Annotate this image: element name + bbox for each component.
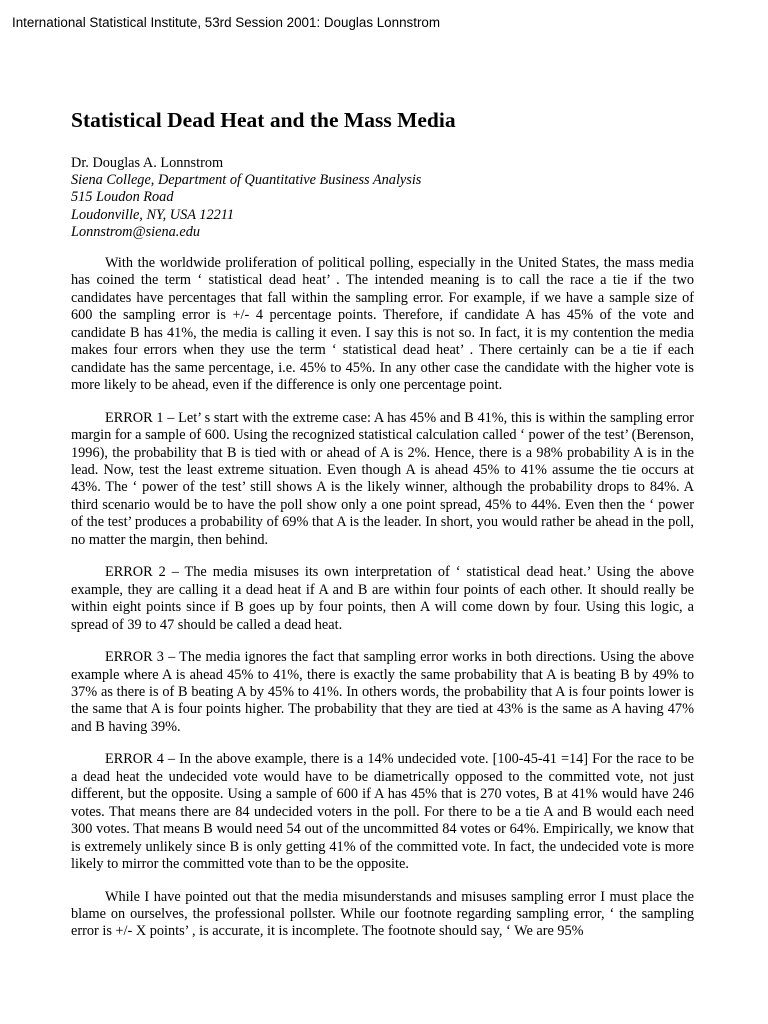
body-text	[71, 255, 694, 941]
running-header: International Statistical Institute, 53rd Session 2001: Douglas Lonnstrom	[12, 15, 441, 30]
error-2-paragraph: ERROR 2 – The media misuses its own interpretation of ‘ statistical dead heat.’ Using the above example, they are calling it a dead heat if A and B are within four points of each other. It should really be within eight points since if B goes up by four points, then A will come down by four. Using this logic, a spread of 39 to 47 should be called a dead heat.	[71, 564, 694, 633]
error-1-paragraph: ERROR 1 – Let’ s start with the extreme case: A has 45% and B 41%, this is within the sampling error margin for a sample of 600. Using the recognized statistical calculation called ‘ power of the test’ (Berenson, 1996), the probability that B is tied with or ahead of A is 2%. Hence, there is a 98% probability A is in the lead. Now, test the least extreme situation. Even though A is ahead 45% to 41% assume the tie occurs at 43%. The ‘ power of the test’ still shows A is the likely winner, although the probability drops to 84%. A third scenario would be to have the poll show only a one point spread, 45% to 44%. Even then the ‘ power of the test’ produces a probability of 69% that A is the leader. In short, you would rather be ahead in the poll, no matter the margin, then behind.	[71, 409, 694, 548]
author-street: 515 Loudon Road	[71, 189, 174, 206]
intro-paragraph: With the worldwide proliferation of political polling, especially in the United States, the mass media has coined the term ‘ statistical dead heat’ . The intended meaning is to call the race a tie if the two candidates have percentages that fall within the sampling error. For example, if we have a sample size of 600 the sampling error is +/- 4 percentage points. Therefore, if candidate A has 45% of the vote and candidate B has 41%, the media is calling it even. I say this is not so. In fact, it is my contention the media makes four errors when they use the term ‘ statistical dead heat’ . There certainly can be a tie if each candidate has the same percentage, i.e. 45% to 45%. In any other case the candidate with the higher vote is more likely to be ahead, even if the difference is only one percentage point.	[71, 255, 694, 394]
error-3-paragraph: ERROR 3 – The media ignores the fact that sampling error works in both directions. Using the above example where A is ahead 45% to 41%, there is exactly the same probability that A is beating B by 49% to 37% as there is of B beating A by 45% to 41%. In others words, the probability that A is four points lower is the same that A is four points higher. The probability that they are tied at 43% is the same as A having 47% and B having 39%.	[71, 649, 694, 735]
closing-paragraph: While I have pointed out that the media misunderstands and misuses sampling error I must place the blame on ourselves, the professional pollster. While our footnote regarding sampling error, ‘ the sampling error is +/- X points’ , is accurate, it is incomplete. The footnote should say, ‘ We are 95%	[71, 888, 694, 940]
author-block	[71, 155, 694, 241]
author-email: Lonnstrom@siena.edu	[71, 223, 200, 240]
paper-page	[71, 107, 694, 956]
author-city: Loudonville, NY, USA 12211	[71, 206, 234, 223]
author-affiliation: Siena College, Department of Quantitative Business Analysis	[71, 172, 422, 189]
author-name: Dr. Douglas A. Lonnstrom	[71, 155, 224, 171]
paper-title: Statistical Dead Heat and the Mass Media	[71, 108, 456, 132]
error-4-paragraph: ERROR 4 – In the above example, there is a 14% undecided vote. [100-45-41 =14] For the race to be a dead heat the undecided vote would have to be diametrically opposed to the committed vote, not just different, but the opposite. Using a sample of 600 if A has 45% that is 270 votes, B at 41% would have 246 votes. That means there are 84 undecided voters in the poll. For there to be a tie A and B would each need 300 votes. That means B would need 54 out of the uncommitted 84 votes or 64%. Empirically, we know that is extremely unlikely since B is only getting 41% of the committed vote. In fact, the undecided vote is more likely to mirror the committed vote than to be the opposite.	[71, 751, 694, 873]
